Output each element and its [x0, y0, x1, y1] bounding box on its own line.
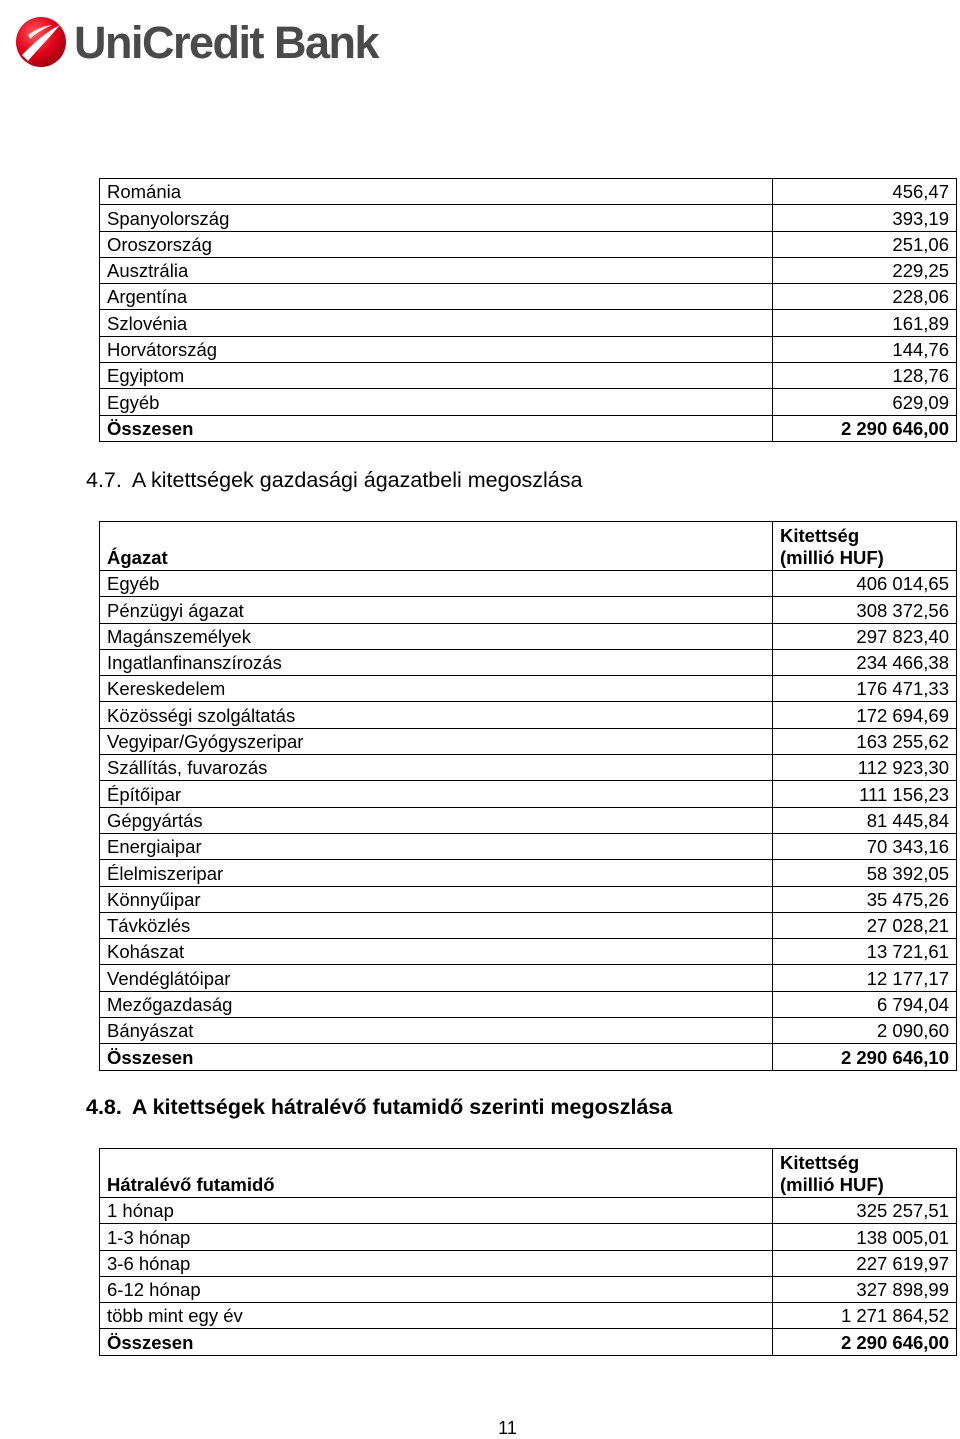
table-row: [100, 860, 957, 886]
total-value: 2 290 646,10: [773, 1044, 957, 1070]
page-number: 11: [498, 1418, 517, 1438]
column-header-line2: (millió HUF): [780, 1174, 884, 1195]
table-row: [100, 781, 957, 807]
row-value: 172 694,69: [773, 702, 957, 728]
row-label: Horvátország: [100, 336, 773, 362]
total-label: Összesen: [100, 415, 773, 441]
row-label: Argentína: [100, 284, 773, 310]
total-label: Összesen: [100, 1329, 773, 1355]
row-value: 1 271 864,52: [773, 1303, 957, 1329]
row-value: 13 721,61: [773, 939, 957, 965]
row-label: Kohászat: [100, 939, 773, 965]
row-label: Magánszemélyek: [100, 623, 773, 649]
row-value: 138 005,01: [773, 1224, 957, 1250]
row-value: 393,19: [773, 205, 957, 231]
table-row: [100, 886, 957, 912]
table-header-row: [100, 1149, 957, 1198]
row-label: Szállítás, fuvarozás: [100, 755, 773, 781]
table-row: [100, 257, 957, 283]
table-row: [100, 231, 957, 257]
row-label: Szlovénia: [100, 310, 773, 336]
row-label: 1-3 hónap: [100, 1224, 773, 1250]
row-label: Közösségi szolgáltatás: [100, 702, 773, 728]
row-label: Egyiptom: [100, 363, 773, 389]
row-value: 327 898,99: [773, 1276, 957, 1302]
row-value: 406 014,65: [773, 571, 957, 597]
row-value: 111 156,23: [773, 781, 957, 807]
row-label: Energiaipar: [100, 833, 773, 859]
sector-exposure-table: [99, 521, 957, 1071]
row-label: 3-6 hónap: [100, 1250, 773, 1276]
table-row: [100, 807, 957, 833]
table-row: [100, 965, 957, 991]
row-value: 229,25: [773, 257, 957, 283]
table-row: [100, 676, 957, 702]
row-label: Mezőgazdaság: [100, 991, 773, 1017]
row-label: 6-12 hónap: [100, 1276, 773, 1302]
row-label: Élelmiszeripar: [100, 860, 773, 886]
row-label: Oroszország: [100, 231, 773, 257]
maturity-exposure-table: [99, 1148, 957, 1356]
table-row: [100, 623, 957, 649]
table-row: [100, 939, 957, 965]
row-label: Ausztrália: [100, 257, 773, 283]
total-value: 2 290 646,00: [773, 415, 957, 441]
column-header-label: Ágazat: [100, 522, 773, 571]
row-value: 456,47: [773, 179, 957, 205]
row-label: Távközlés: [100, 912, 773, 938]
table-row: [100, 1018, 957, 1044]
row-value: 12 177,17: [773, 965, 957, 991]
country-exposure-table: [99, 178, 957, 442]
row-value: 70 343,16: [773, 833, 957, 859]
section-4-8-heading: [86, 1095, 672, 1120]
logo-text: UniCredit Bank: [74, 16, 379, 68]
row-label: Egyéb: [100, 389, 773, 415]
bank-logo: [14, 14, 378, 70]
column-header-label: Hátralévő futamidő: [100, 1149, 773, 1198]
row-value: 27 028,21: [773, 912, 957, 938]
table-row: [100, 205, 957, 231]
column-header-line1: Kitettség: [780, 1152, 860, 1173]
table-row: [100, 833, 957, 859]
row-value: 629,09: [773, 389, 957, 415]
section-title: A kitettségek gazdasági ágazatbeli megoszlása: [131, 468, 583, 492]
section-number: 4.8.: [86, 1095, 122, 1119]
section-title: A kitettségek hátralévő futamidő szerinti megoszlása: [131, 1095, 673, 1119]
row-label: Egyéb: [100, 571, 773, 597]
row-label: Ingatlanfinanszírozás: [100, 649, 773, 675]
row-value: 58 392,05: [773, 860, 957, 886]
table-row: [100, 179, 957, 205]
row-label: Spanyolország: [100, 205, 773, 231]
section-number: 4.7.: [86, 468, 122, 492]
row-label: Vendéglátóipar: [100, 965, 773, 991]
row-value: 128,76: [773, 363, 957, 389]
table-row: [100, 649, 957, 675]
row-value: 144,76: [773, 336, 957, 362]
table-row: [100, 336, 957, 362]
table-row: [100, 597, 957, 623]
row-label: Könnyűipar: [100, 886, 773, 912]
table-row: [100, 702, 957, 728]
row-label: Pénzügyi ágazat: [100, 597, 773, 623]
unicredit-logo-icon: [14, 15, 68, 69]
column-header-line2: (millió HUF): [780, 547, 884, 568]
total-value: 2 290 646,00: [773, 1329, 957, 1355]
row-value: 176 471,33: [773, 676, 957, 702]
row-label: Építőipar: [100, 781, 773, 807]
table-row: [100, 284, 957, 310]
table-header-row: [100, 522, 957, 571]
total-row: [100, 1329, 957, 1355]
section-4-7-heading: [86, 468, 582, 493]
row-value: 2 090,60: [773, 1018, 957, 1044]
row-label: Bányászat: [100, 1018, 773, 1044]
total-row: [100, 1044, 957, 1070]
table-row: [100, 571, 957, 597]
row-label: 1 hónap: [100, 1198, 773, 1224]
total-row: [100, 415, 957, 441]
table-row: [100, 1224, 957, 1250]
table-row: [100, 1250, 957, 1276]
row-value: 161,89: [773, 310, 957, 336]
row-label: több mint egy év: [100, 1303, 773, 1329]
table-row: [100, 912, 957, 938]
column-header-value: [773, 1149, 957, 1198]
row-value: 35 475,26: [773, 886, 957, 912]
row-value: 6 794,04: [773, 991, 957, 1017]
row-label: Vegyipar/Gyógyszeripar: [100, 728, 773, 754]
row-label: Kereskedelem: [100, 676, 773, 702]
row-value: 234 466,38: [773, 649, 957, 675]
table-row: [100, 1276, 957, 1302]
table-row: [100, 1198, 957, 1224]
total-label: Összesen: [100, 1044, 773, 1070]
table-row: [100, 1303, 957, 1329]
row-value: 227 619,97: [773, 1250, 957, 1276]
table-row: [100, 363, 957, 389]
row-value: 81 445,84: [773, 807, 957, 833]
row-value: 308 372,56: [773, 597, 957, 623]
table-row: [100, 991, 957, 1017]
row-label: Gépgyártás: [100, 807, 773, 833]
row-value: 112 923,30: [773, 755, 957, 781]
table-row: [100, 310, 957, 336]
row-value: 228,06: [773, 284, 957, 310]
row-value: 297 823,40: [773, 623, 957, 649]
row-value: 325 257,51: [773, 1198, 957, 1224]
table-row: [100, 728, 957, 754]
table-row: [100, 755, 957, 781]
column-header-value: [773, 522, 957, 571]
table-row: [100, 389, 957, 415]
row-value: 251,06: [773, 231, 957, 257]
column-header-line1: Kitettség: [780, 525, 860, 546]
row-value: 163 255,62: [773, 728, 957, 754]
row-label: Románia: [100, 179, 773, 205]
